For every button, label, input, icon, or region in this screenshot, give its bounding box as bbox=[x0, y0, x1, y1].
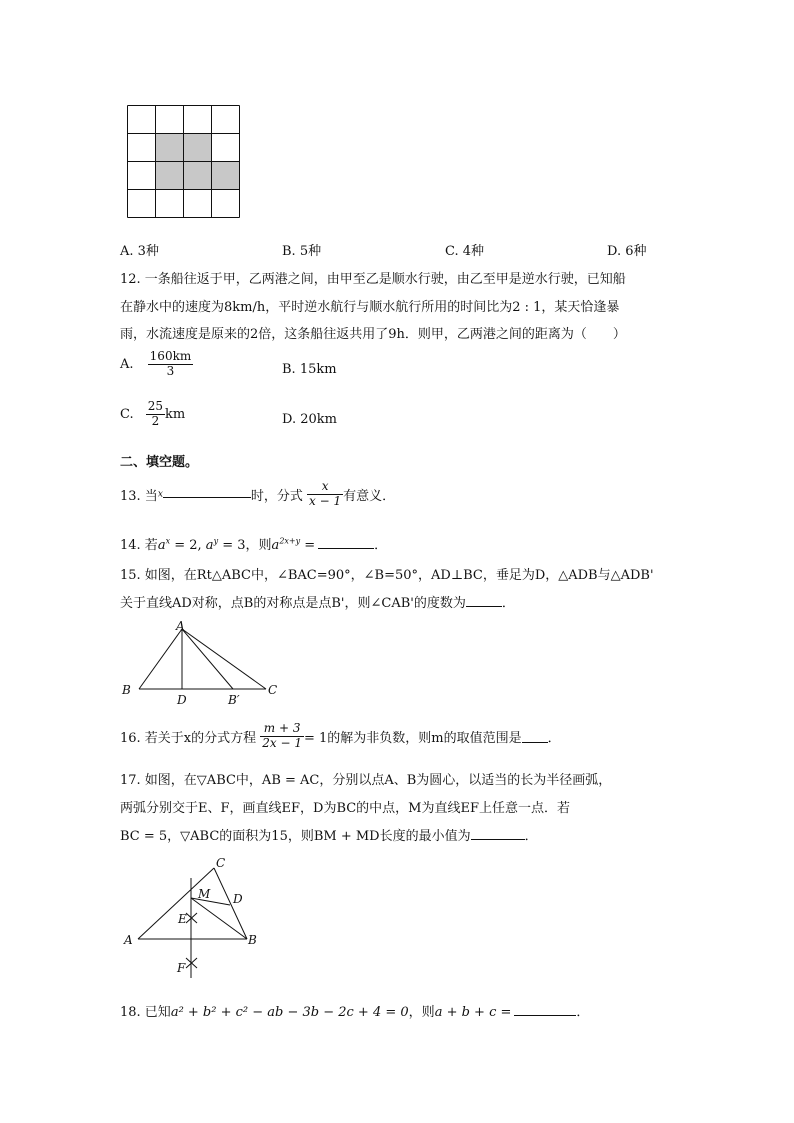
denominator: x − 1 bbox=[309, 493, 342, 508]
q12-option-c bbox=[120, 400, 185, 429]
q16-answer-blank[interactable] bbox=[522, 730, 548, 743]
point-b-label: B bbox=[248, 933, 257, 947]
q17-answer-blank[interactable] bbox=[471, 827, 525, 840]
q15-post: ． bbox=[501, 596, 515, 611]
point-m-label: M bbox=[198, 887, 211, 901]
q18 bbox=[120, 1001, 589, 1020]
point-c-label: C bbox=[216, 856, 226, 870]
q14-eq2: = 3 bbox=[218, 538, 246, 553]
q12-text-line1: 12. 一条船往返于甲，乙两港之间，由甲至乙是顺水行驶，由乙至甲是逆水行驶，已知船 bbox=[120, 272, 626, 287]
q18-expression: a² + b² + c² − ab − 3b − 2c + 4 = 0 bbox=[170, 1005, 409, 1020]
q14-eq1: = 2, bbox=[170, 538, 206, 553]
q18-answer-blank[interactable] bbox=[514, 1003, 576, 1016]
q11-option-b: B. 5种 bbox=[282, 244, 322, 259]
q14-exp-2xy: 2x+y bbox=[279, 536, 301, 546]
q14-base-a: a bbox=[157, 538, 166, 553]
q12-option-a bbox=[120, 350, 193, 379]
q18-post: ． bbox=[576, 1005, 590, 1020]
point-a-label: A bbox=[124, 933, 133, 947]
q15-text-line2 bbox=[120, 592, 515, 611]
numerator: 160km bbox=[149, 349, 192, 363]
section-heading: 二、填空题。 bbox=[120, 455, 199, 470]
unit: km bbox=[165, 406, 186, 422]
q12-text-line3: 雨，水流速度是原来的2倍，这条船往返共用了9h．则甲，乙两港之间的距离为（ ） bbox=[120, 327, 626, 342]
q14-eq3: = bbox=[300, 538, 316, 553]
q15-line2-text: 关于直线AD对称，点B的对称点是点B'，则∠CAB'的度数为 bbox=[120, 596, 466, 611]
q13-fraction bbox=[307, 480, 343, 509]
q13-mid: 时，分式 bbox=[250, 488, 303, 504]
q14-base-a3: a bbox=[271, 538, 280, 553]
q11-option-c: C. 4种 bbox=[445, 244, 485, 259]
q13-var: x bbox=[157, 489, 163, 500]
point-b-label: B bbox=[122, 683, 131, 697]
q18-prefix: 18. 已知 bbox=[120, 1005, 171, 1020]
q13-post: 有意义． bbox=[343, 488, 396, 504]
q14-answer-blank[interactable] bbox=[318, 536, 374, 549]
q17-triangle-figure bbox=[118, 852, 268, 982]
segment-ab bbox=[139, 629, 182, 689]
q14-exp-x: x bbox=[165, 536, 171, 546]
q17-text-line3 bbox=[120, 825, 538, 844]
q12-text-line2: 在静水中的速度为8km/h，平时逆水航行与顺水航行所用的时间比为2 : 1，某天恰逢暴 bbox=[120, 300, 620, 315]
q18-sum-expression: a + b + c = bbox=[434, 1005, 512, 1020]
q14-mid: ，则 bbox=[245, 538, 272, 553]
q16-fraction bbox=[260, 722, 304, 751]
segment-ac bbox=[138, 868, 214, 939]
q16 bbox=[120, 722, 561, 751]
point-d-label: D bbox=[177, 693, 187, 707]
q11-grid-figure bbox=[127, 105, 242, 220]
point-e-label: E bbox=[178, 912, 187, 926]
point-a-label: A bbox=[176, 619, 185, 633]
q16-mid: = 1的解为非负数，则m的取值范围是 bbox=[304, 730, 522, 746]
denominator: 2 bbox=[151, 413, 160, 428]
grid-lines bbox=[128, 106, 240, 218]
q14 bbox=[120, 534, 387, 553]
q15-text-line1: 15. 如图，在Rt△ABC中，∠BAC=90°，∠B=50°，AD⊥BC，垂足为D，△ADB与△ADB' bbox=[120, 568, 654, 583]
q11-option-d: D. 6种 bbox=[607, 244, 647, 259]
q15-answer-blank[interactable] bbox=[466, 594, 502, 607]
q16-post: ． bbox=[547, 730, 561, 746]
segment-ac bbox=[182, 629, 266, 689]
point-b-prime-label: B′ bbox=[228, 693, 240, 707]
segment-md bbox=[191, 898, 230, 905]
q12-option-b: B. 15km bbox=[282, 362, 337, 377]
denominator: 2x − 1 bbox=[262, 735, 303, 750]
q17-text-line1: 17. 如图，在▽ABC中，AB = AC，分别以点A、B为圆心，以适当的长为半径画弧， bbox=[120, 773, 612, 788]
q17-post: ． bbox=[524, 829, 538, 844]
q14-exp-y: y bbox=[213, 536, 219, 546]
q12-option-d: D. 20km bbox=[282, 412, 337, 427]
fraction bbox=[146, 400, 165, 429]
option-label: A. bbox=[120, 356, 134, 372]
point-c-label: C bbox=[268, 683, 278, 697]
numerator: x bbox=[307, 480, 343, 495]
q14-prefix: 14. 若 bbox=[120, 538, 158, 553]
q14-post: ． bbox=[374, 538, 388, 553]
q13-prefix: 13. 当 bbox=[120, 488, 158, 504]
q18-mid: ，则 bbox=[408, 1005, 435, 1020]
q13 bbox=[120, 480, 395, 509]
point-d-label: D bbox=[233, 892, 243, 906]
q16-prefix: 16. 若关于x的分式方程 bbox=[120, 730, 257, 746]
segment-ab-prime bbox=[182, 629, 233, 689]
q13-answer-blank[interactable] bbox=[163, 485, 251, 498]
denominator: 3 bbox=[166, 363, 175, 378]
fraction bbox=[148, 350, 194, 379]
q17-text-line2: 两弧分别交于E、F，画直线EF，D为BC的中点，M为直线EF上任意一点．若 bbox=[120, 801, 571, 816]
q15-triangle-figure bbox=[118, 616, 288, 710]
numerator: 25 bbox=[147, 399, 164, 413]
point-f-label: F bbox=[177, 961, 186, 975]
q11-option-a: A. 3种 bbox=[120, 244, 159, 259]
option-label: C. bbox=[120, 406, 134, 422]
q14-base-a2: a bbox=[205, 538, 214, 553]
q17-line3-text: BC = 5，▽ABC的面积为15，则BM + MD长度的最小值为 bbox=[120, 829, 471, 844]
numerator: m + 3 bbox=[260, 722, 304, 737]
